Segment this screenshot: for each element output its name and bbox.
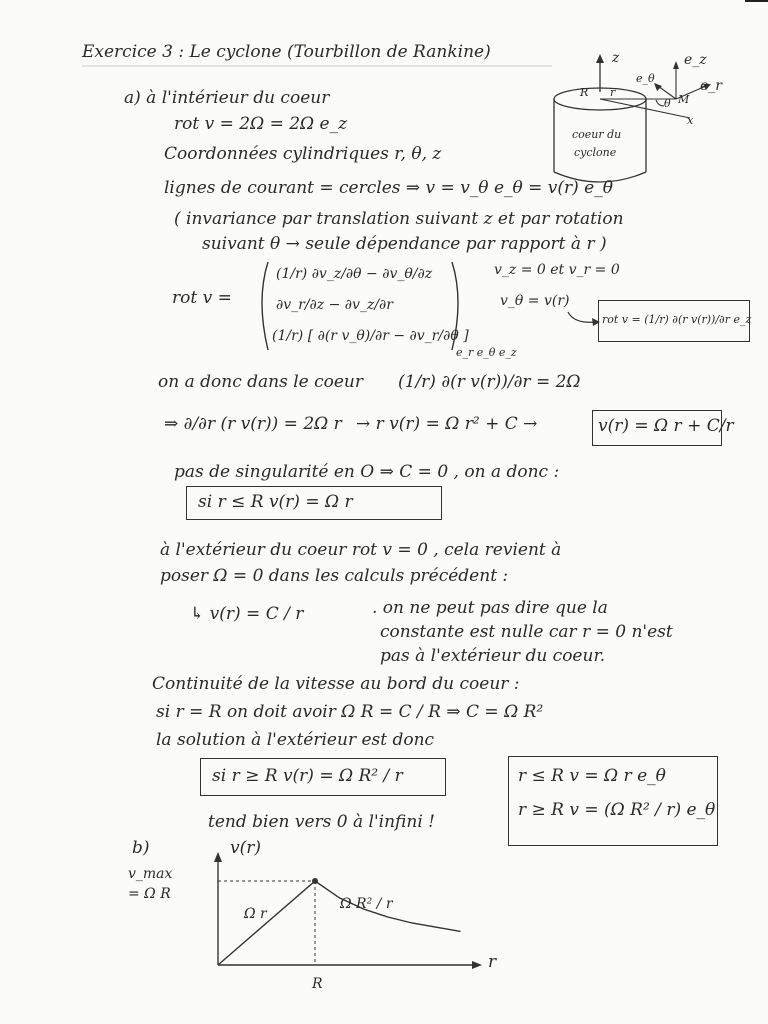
figure-theta-label: θ xyxy=(664,97,671,110)
exercise-title: Exercice 3 : Le cyclone (Tourbillon de Rankine) xyxy=(82,42,491,62)
matrix-basis: e_r e_θ e_z xyxy=(456,346,517,359)
chart-inner-label: Ω r xyxy=(244,906,267,922)
figure-er-label: e_r xyxy=(700,78,722,94)
chart-outer-label: Ω R² / r xyxy=(340,896,393,912)
figure-z-label: z xyxy=(612,50,620,66)
outside-note-2: constante est nulle car r = 0 n'est xyxy=(380,622,673,642)
vmax-equation: = Ω R xyxy=(128,886,171,902)
continuity-1: Continuité de la vitesse au bord du coeur : xyxy=(152,674,520,694)
chart-x-tick-R: R xyxy=(312,976,323,992)
summary-line-1: r ≤ R v = Ω r e_θ xyxy=(518,766,666,786)
no-singularity: pas de singularité en O ⇒ C = 0 , on a donc : xyxy=(174,462,560,482)
figure-core-2: cyclone xyxy=(574,146,617,159)
rot-lhs: rot v = xyxy=(172,288,232,308)
outside-note-3: pas à l'extérieur du coeur. xyxy=(380,646,606,666)
invariance-line-2: suivant θ → seule dépendance par rapport à r ) xyxy=(202,234,607,254)
derivation-result: v(r) = Ω r + C/r xyxy=(598,416,734,436)
outer-solution: si r ≥ R v(r) = Ω R² / r xyxy=(212,766,403,786)
core-solution: si r ≤ R v(r) = Ω r xyxy=(198,492,353,512)
part-b-label: b) xyxy=(132,838,150,858)
y-axis-arrow xyxy=(214,852,222,862)
continuity-2: si r = R on doit avoir Ω R = C / R ⇒ C = Ω R² xyxy=(156,702,544,722)
figure-x-label: x xyxy=(687,114,694,127)
outside-note-1: . on ne peut pas dire que la xyxy=(372,598,608,618)
tends-to-zero: tend bien vers 0 à l'infini ! xyxy=(208,812,435,832)
in-core-text: on a donc dans le coeur xyxy=(158,372,364,392)
continuity-3: la solution à l'extérieur est donc xyxy=(156,730,435,750)
chart-ylabel: v(r) xyxy=(230,838,261,858)
condition-2: v_θ = v(r) xyxy=(500,293,570,309)
chart-xlabel: r xyxy=(488,952,497,972)
summary-line-2: r ≥ R v = (Ω R² / r) e_θ xyxy=(518,800,716,820)
figure-r-label: r xyxy=(610,86,616,99)
derivation-2: → r v(r) = Ω r² + C → xyxy=(356,414,538,434)
vmax-label: v_max xyxy=(128,866,173,882)
matrix-row-1: (1/r) ∂v_z/∂θ − ∂v_θ/∂z xyxy=(276,266,433,282)
invariance-line-1: ( invariance par translation suivant z et par rotation xyxy=(174,209,624,229)
figure-etheta-label: e_θ xyxy=(636,72,655,85)
cylindrical-coords: Coordonnées cylindriques r, θ, z xyxy=(164,144,442,164)
outside-line-2: poser Ω = 0 dans les calculs précédent : xyxy=(160,566,509,586)
rot-result: rot v = (1/r) ∂(r v(r))/∂r e_z xyxy=(602,313,752,326)
figure-ez-label: e_z xyxy=(684,52,707,68)
streamlines-line: lignes de courant = cercles ⇒ v = v_θ e_θ = v(r) e_θ xyxy=(164,178,613,198)
inner-core-line xyxy=(218,881,315,965)
x-axis-arrow xyxy=(472,961,482,969)
in-core-equation: (1/r) ∂(r v(r))/∂r = 2Ω xyxy=(398,372,581,392)
figure-core-1: coeur du xyxy=(572,128,622,141)
derivation-1: ⇒ ∂/∂r (r v(r)) = 2Ω r xyxy=(164,414,342,434)
matrix-row-2: ∂v_r/∂z − ∂v_z/∂r xyxy=(276,297,393,313)
condition-1: v_z = 0 et v_r = 0 xyxy=(494,262,620,278)
rot-equation: rot v = 2Ω = 2Ω e_z xyxy=(174,114,348,134)
outside-result: ↳ v(r) = C / r xyxy=(190,604,304,624)
matrix-row-3: (1/r) [ ∂(r v_θ)/∂r − ∂v_r/∂θ ] xyxy=(272,328,469,344)
outside-line-1: à l'extérieur du coeur rot v = 0 , cela revient à xyxy=(160,540,562,560)
figure-m-label: M xyxy=(678,93,690,106)
part-a-label: a) à l'intérieur du coeur xyxy=(124,88,330,108)
figure-R-label: R xyxy=(580,86,589,99)
